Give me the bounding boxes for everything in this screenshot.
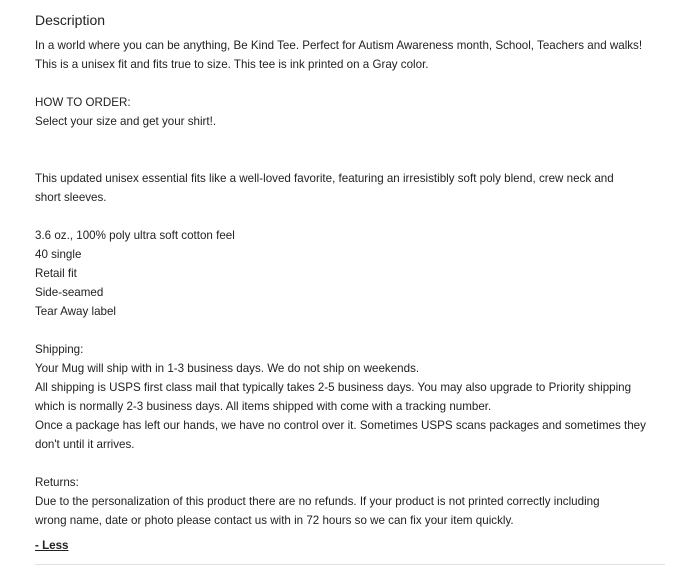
shipping-heading: Shipping: [35,343,84,356]
spec-item: Retail fit [35,267,77,280]
fit-line: This updated unisex essential fits like a well-loved favorite, featuring an irresistibly soft poly blend, crew neck and [35,172,614,185]
returns-heading: Returns: [35,476,79,489]
less-link[interactable]: - Less [35,539,69,552]
how-to-order-text: Select your size and get your shirt!. [35,115,217,128]
paragraph-gap [35,131,675,169]
paragraph-gap [35,74,675,93]
spec-item: Tear Away label [35,305,116,318]
description-body [35,36,675,530]
shipping-line: don't until it arrives. [35,438,135,451]
intro-line: This is a unisex fit and fits true to size. This tee is ink printed on a Gray color. [35,58,429,71]
shipping-line: Your Mug will ship with in 1-3 business days. We do not ship on weekends. [35,362,420,375]
returns-line: wrong name, date or photo please contact us with in 72 hours so we can fix your item quickly. [35,514,514,527]
spec-item: Side-seamed [35,286,104,299]
paragraph-gap [35,321,675,340]
fit-line: short sleeves. [35,191,107,204]
paragraph-gap [35,207,675,226]
spec-item: 3.6 oz., 100% poly ultra soft cotton feel [35,229,235,242]
returns-line: Due to the personalization of this product there are no refunds. If your product is not printed correctly including [35,495,600,508]
paragraph-gap [35,454,675,473]
how-to-order-heading: HOW TO ORDER: [35,96,131,109]
section-title: Description [35,12,106,28]
intro-line: In a world where you can be anything, Be Kind Tee. Perfect for Autism Awareness month, School, Teachers and walks! [35,39,643,52]
shipping-line: which is normally 2-3 business days. All items shipped with come with a tracking number. [35,400,492,413]
shipping-line: All shipping is USPS first class mail that typically takes 2-5 business days. You may also upgrade to Priority shipping [35,381,632,394]
shipping-line: Once a package has left our hands, we have no control over it. Sometimes USPS scans packages and sometimes they [35,419,646,432]
section-divider [35,564,665,565]
spec-item: 40 single [35,248,82,261]
